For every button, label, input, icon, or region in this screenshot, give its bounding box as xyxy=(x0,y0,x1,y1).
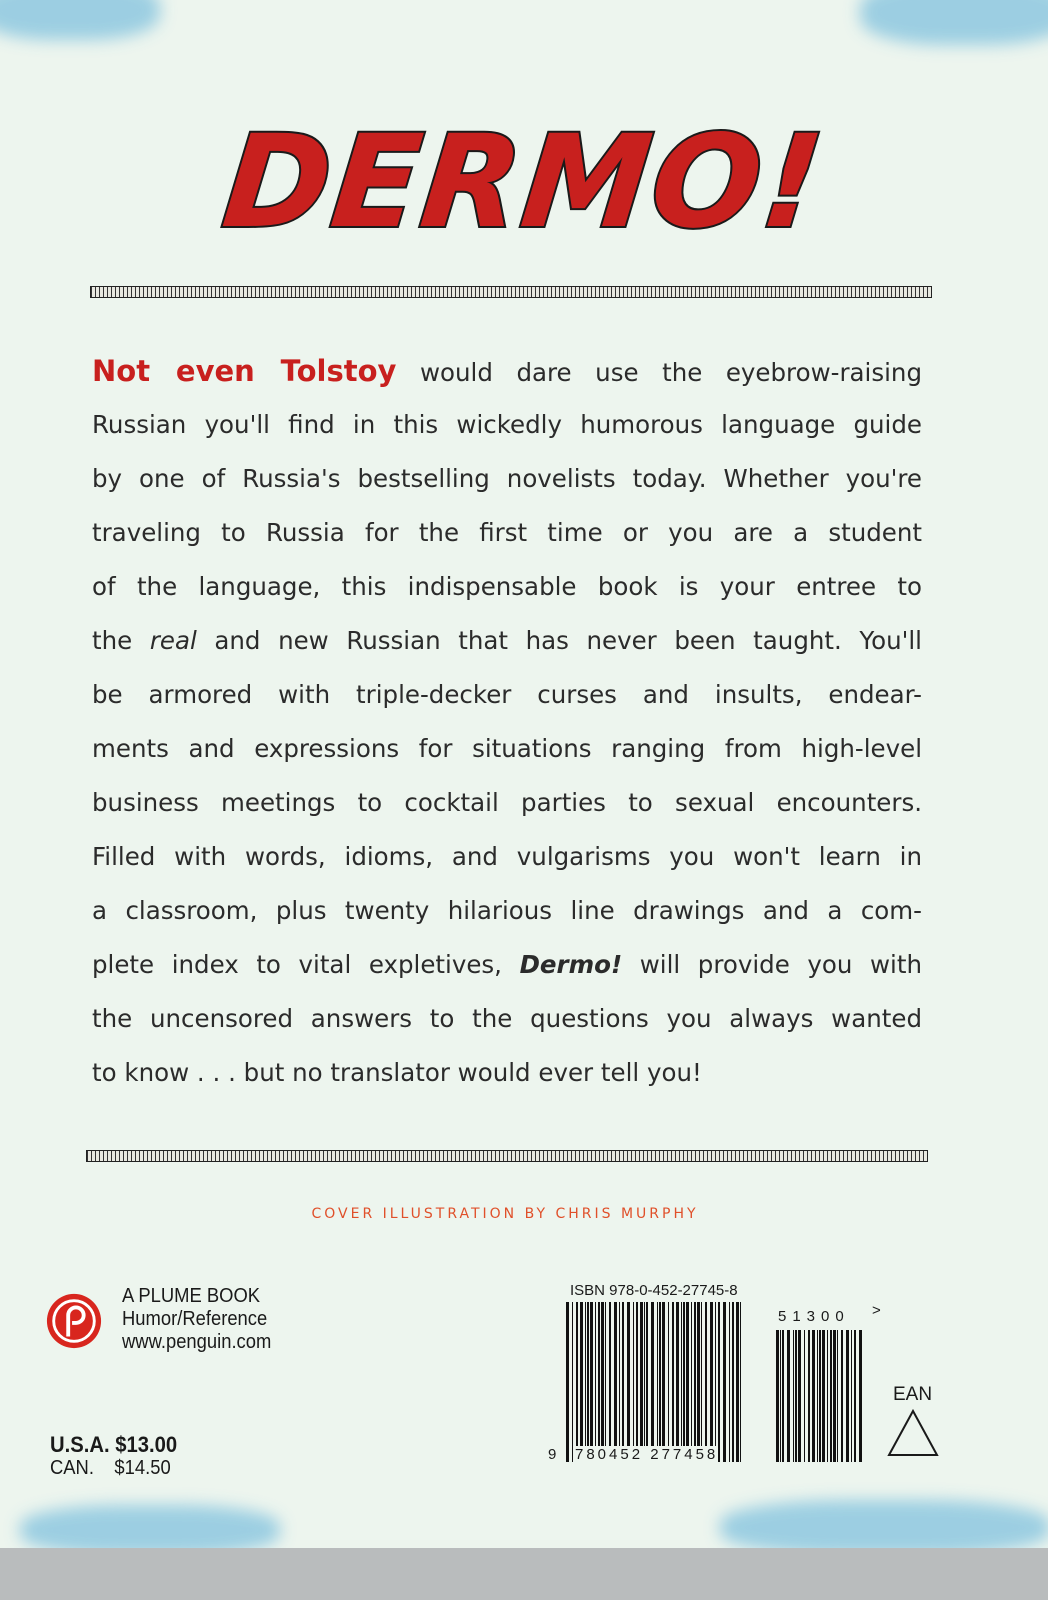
price-can xyxy=(50,1458,177,1478)
barcode-bar xyxy=(668,1302,669,1462)
illustration-credit: COVER ILLUSTRATION BY CHRIS MURPHY xyxy=(311,1206,699,1222)
barcode-bar xyxy=(694,1302,696,1462)
blurb-line xyxy=(92,942,922,996)
book-title: DERMO! xyxy=(216,108,832,257)
barcode-bar xyxy=(659,1302,661,1462)
blurb-line: Russian you'll find in this wickedly humorous language guide xyxy=(92,410,922,439)
blurb-line: a classroom, plus twenty hilarious line drawings and a com- xyxy=(92,896,922,925)
barcode-bar xyxy=(822,1330,825,1462)
barcode-bar xyxy=(833,1330,836,1462)
isbn-text: ISBN 978-0-452-27745-8 xyxy=(570,1282,738,1299)
barcode-bar xyxy=(627,1302,630,1462)
barcode-bar xyxy=(681,1302,682,1462)
barcode-bar xyxy=(732,1302,734,1462)
barcode-bar xyxy=(736,1302,739,1462)
price-usa: U.S.A. $13.00 xyxy=(50,1432,178,1457)
barcode-bar xyxy=(598,1302,600,1462)
blurb-line: ments and expressions for situations ranging from high-level xyxy=(92,734,922,763)
barcode-bar xyxy=(830,1330,832,1462)
barcode-bar xyxy=(686,1302,689,1462)
top-divider xyxy=(90,286,932,298)
barcode-bar xyxy=(812,1330,815,1462)
barcode-bar xyxy=(776,1330,779,1462)
barcode-bar xyxy=(710,1302,713,1462)
barcode-bar xyxy=(697,1302,700,1462)
plume-p-logo-icon xyxy=(45,1292,103,1350)
barcode-bar xyxy=(590,1302,593,1462)
blurb-text: plete index to vital expletives, xyxy=(92,950,520,979)
barcode-bar xyxy=(580,1302,583,1462)
scan-smudge xyxy=(860,0,1048,45)
barcode-bar xyxy=(672,1302,674,1462)
barcode-bar xyxy=(846,1330,849,1462)
ean-barcode xyxy=(566,1302,746,1462)
barcode-bar xyxy=(633,1302,634,1462)
blurb-line: Filled with words, idioms, and vulgarisms you won't learn in xyxy=(92,842,922,871)
barcode-bar xyxy=(614,1302,617,1462)
barcode-bar xyxy=(740,1302,741,1462)
publisher-url: www.penguin.com xyxy=(122,1331,272,1353)
blurb-title-italic: Dermo! xyxy=(519,950,623,979)
barcode-bar xyxy=(723,1302,726,1462)
blurb-text: and new Russian that has never been taught. You'll xyxy=(196,626,922,655)
blurb-line xyxy=(92,348,922,402)
scan-smudge xyxy=(720,1500,1048,1555)
barcode-bar xyxy=(715,1302,716,1462)
blurb-line: of the language, this indispensable book is your entree to xyxy=(92,572,922,601)
blurb-text: the xyxy=(92,626,150,655)
barcode-bar xyxy=(718,1302,720,1462)
barcode-bar xyxy=(787,1330,790,1462)
barcode-bar xyxy=(859,1330,862,1462)
price-can-value: $14.50 xyxy=(114,1457,171,1479)
barcode-bar xyxy=(854,1330,856,1462)
blurb-text: will provide you with xyxy=(622,950,922,979)
addon-mark: > xyxy=(872,1302,884,1319)
barcode-bar xyxy=(651,1302,654,1462)
barcode-bar xyxy=(851,1330,852,1462)
barcode-bar xyxy=(808,1330,810,1462)
publisher-info xyxy=(122,1285,271,1354)
blurb-line: traveling to Russia for the first time or you are a student xyxy=(92,518,922,547)
category: Humor/Reference xyxy=(122,1308,268,1330)
barcode-bar xyxy=(793,1330,794,1462)
blurb-line: business meetings to cocktail parties to sexual encounters. xyxy=(92,788,922,817)
barcode-bar xyxy=(644,1302,645,1462)
barcode-lead-digit: 9 xyxy=(548,1446,560,1463)
barcode-bar xyxy=(587,1302,589,1462)
blurb-line: be armored with triple-decker curses and insults, endear- xyxy=(92,680,922,709)
barcode-bar xyxy=(601,1302,604,1462)
barcode-bar xyxy=(782,1330,784,1462)
blurb-lead: Not even Tolstoy xyxy=(92,354,397,388)
barcode-bar xyxy=(827,1330,828,1462)
barcode-bar xyxy=(798,1330,801,1462)
barcode-bar xyxy=(780,1330,781,1462)
barcode-bar xyxy=(657,1302,658,1462)
bottom-divider xyxy=(86,1150,928,1162)
barcode-bar xyxy=(705,1302,707,1462)
barcode-bar xyxy=(819,1330,821,1462)
barcode-bar xyxy=(640,1302,643,1462)
blurb xyxy=(92,348,922,1104)
barcode-bar xyxy=(804,1330,805,1462)
ean-label: EAN xyxy=(893,1384,933,1405)
barcode-bar xyxy=(636,1302,638,1462)
barcode-bar xyxy=(795,1330,797,1462)
addon-barcode xyxy=(776,1330,868,1462)
barcode-bar xyxy=(566,1302,569,1462)
barcode-bar xyxy=(585,1302,586,1462)
blurb-text: would dare use the eyebrow-raising xyxy=(396,358,922,387)
barcode-bar xyxy=(609,1302,611,1462)
barcode-bar xyxy=(662,1302,665,1462)
barcode-bar xyxy=(841,1330,843,1462)
barcode-bar xyxy=(676,1302,679,1462)
barcode-bar xyxy=(619,1302,620,1462)
triangle-icon xyxy=(886,1408,940,1458)
scan-smudge xyxy=(0,0,160,40)
barcode-digits: 780452 277458 xyxy=(575,1446,719,1463)
barcode-bar xyxy=(576,1302,578,1462)
barcode-bar xyxy=(683,1302,685,1462)
barcode-bar xyxy=(729,1302,730,1462)
barcode-bar xyxy=(646,1302,648,1462)
barcode-bar xyxy=(595,1302,596,1462)
barcode-bar xyxy=(572,1302,573,1462)
barcode-bar xyxy=(622,1302,624,1462)
blurb-line: the uncensored answers to the questions you always wanted xyxy=(92,1004,922,1033)
addon-digits: 51300 xyxy=(778,1308,850,1325)
price-block xyxy=(50,1432,177,1478)
price-can-label: CAN. xyxy=(50,1457,94,1479)
blurb-italic: real xyxy=(149,626,197,655)
barcode-bar xyxy=(837,1330,838,1462)
scan-edge xyxy=(0,1548,1048,1600)
barcode-bar xyxy=(817,1330,818,1462)
barcode-bar xyxy=(701,1302,702,1462)
blurb-line: by one of Russia's bestselling novelists today. Whether you're xyxy=(92,464,922,493)
blurb-line: to know . . . but no translator would ever tell you! xyxy=(92,1058,702,1087)
barcode-bar xyxy=(605,1302,606,1462)
blurb-line xyxy=(92,618,922,672)
barcode-bar xyxy=(691,1302,692,1462)
publisher-imprint: A PLUME BOOK xyxy=(122,1285,261,1307)
